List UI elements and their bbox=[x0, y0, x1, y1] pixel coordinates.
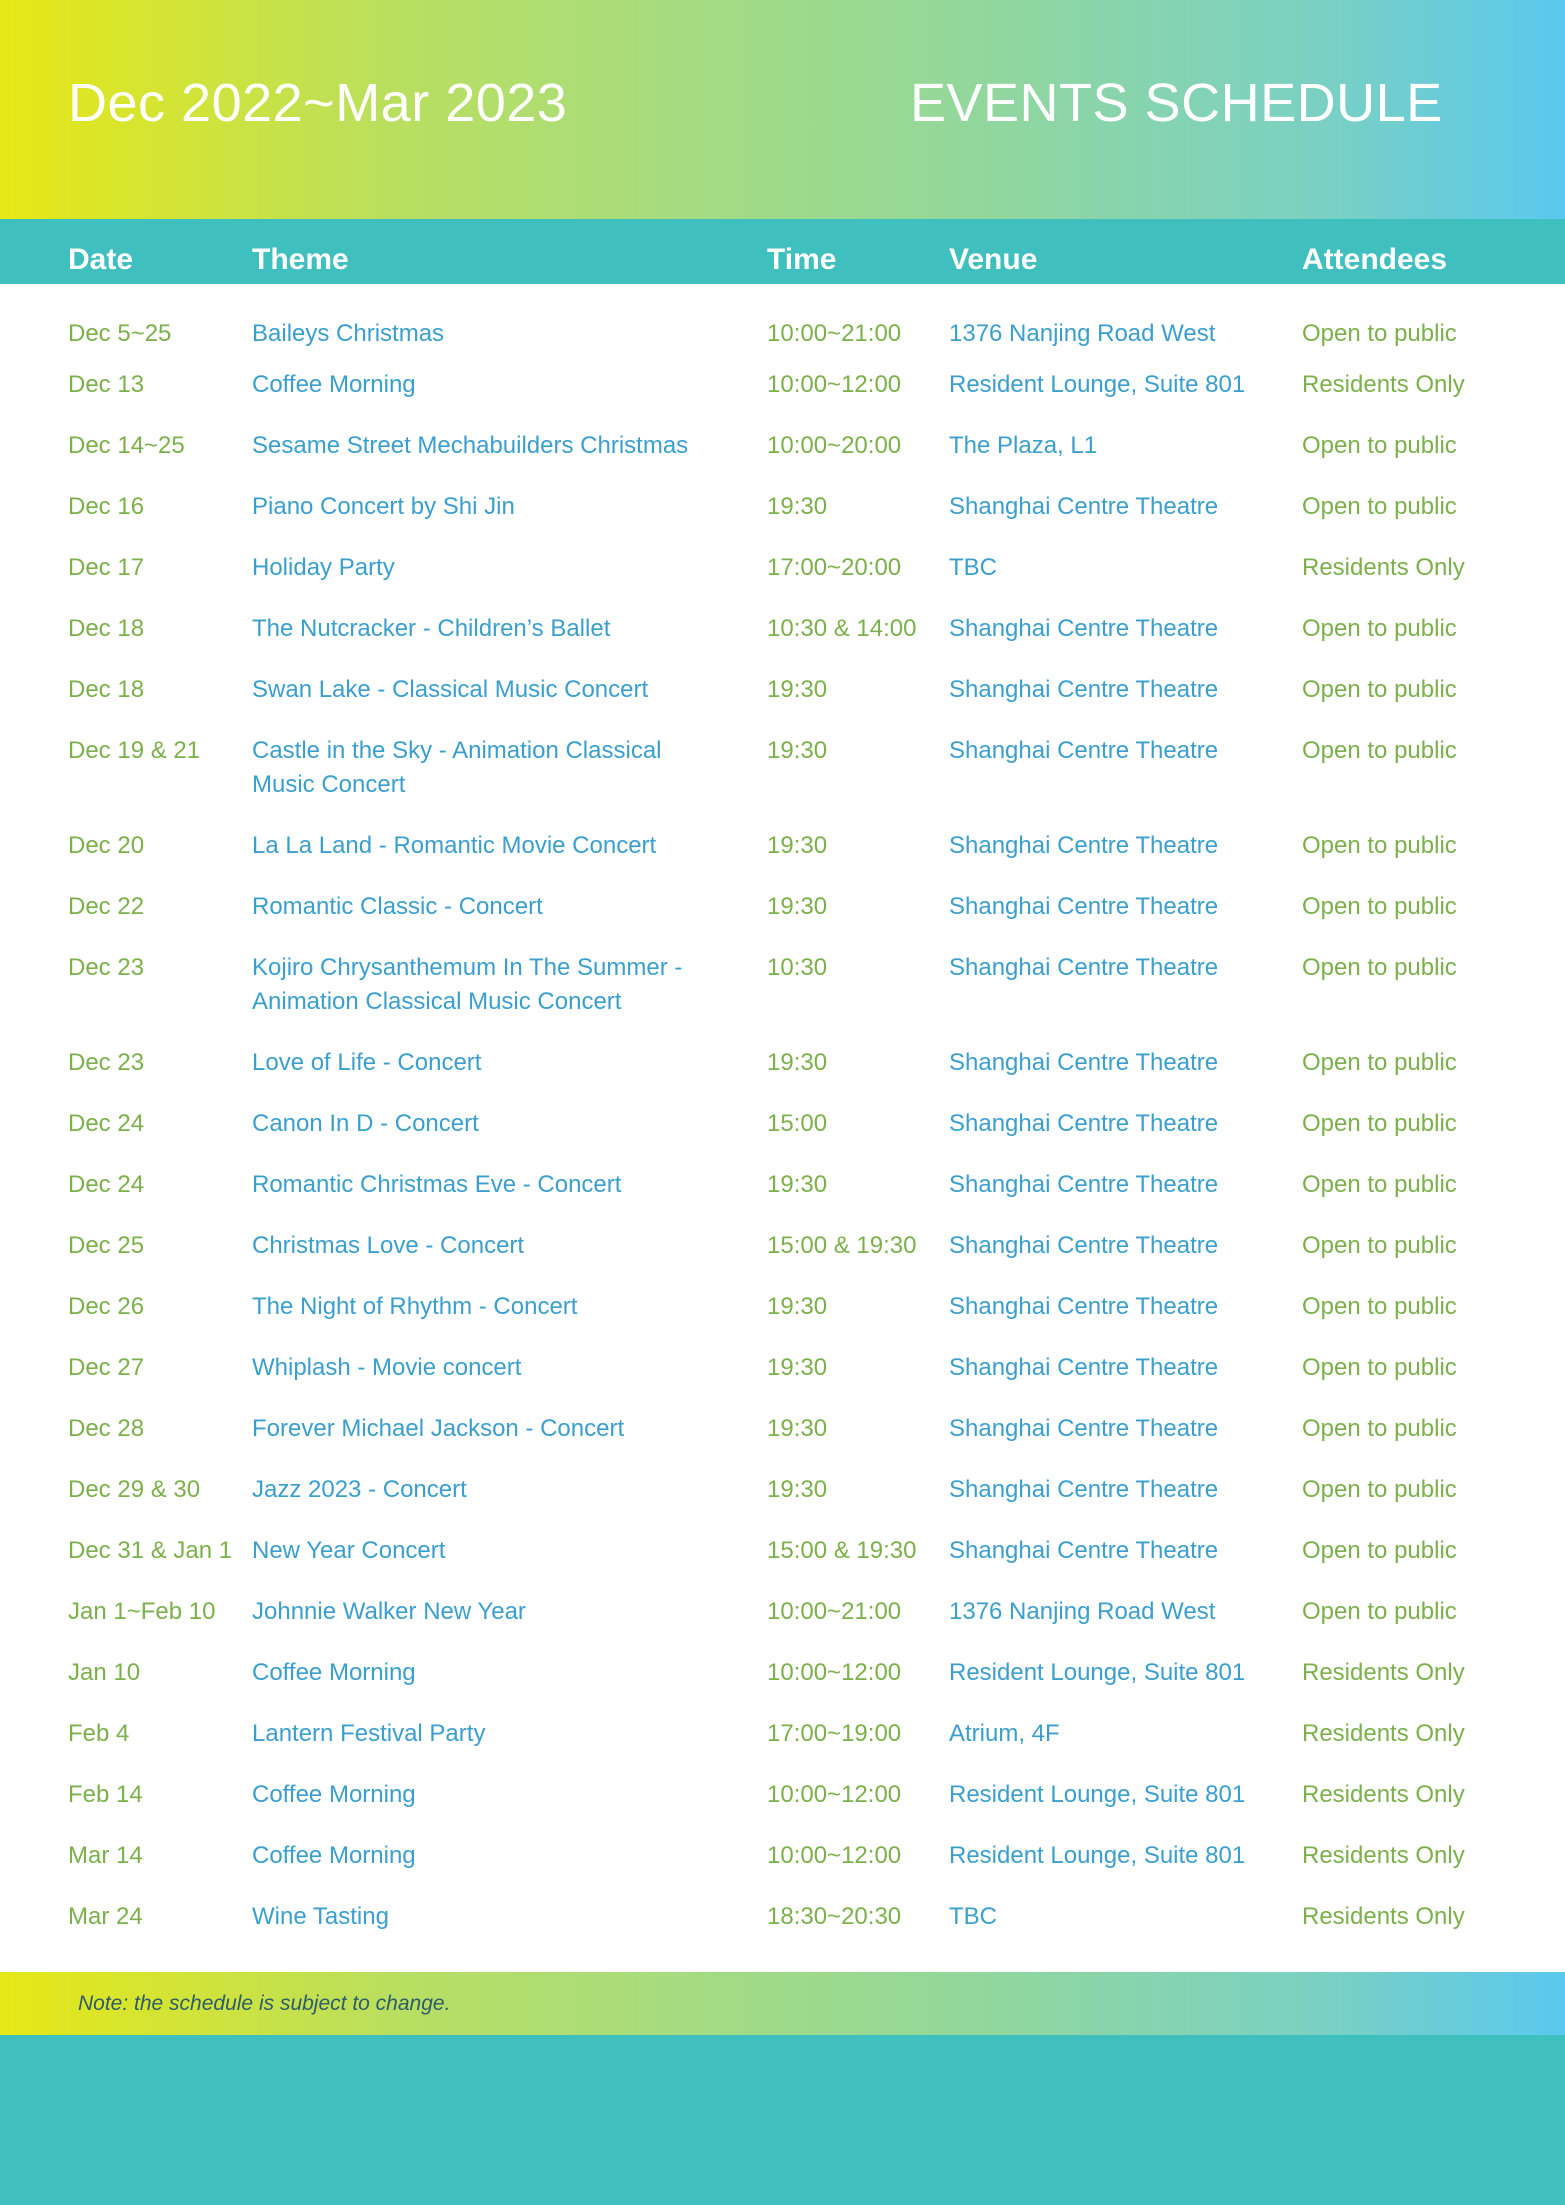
event-theme: Johnnie Walker New Year bbox=[252, 1598, 526, 1625]
event-venue: Shanghai Centre Theatre bbox=[949, 1110, 1219, 1137]
event-time: 19:30 bbox=[767, 493, 828, 520]
event-time: 19:30 bbox=[767, 676, 828, 703]
event-venue: Shanghai Centre Theatre bbox=[949, 493, 1219, 520]
event-time: 19:30 bbox=[767, 1415, 828, 1442]
event-attendees: Open to public bbox=[1302, 737, 1457, 764]
header-banner bbox=[0, 0, 1565, 219]
column-header-attendees: Attendees bbox=[1302, 243, 1448, 276]
event-date: Feb 4 bbox=[68, 1720, 130, 1747]
event-attendees: Open to public bbox=[1302, 1171, 1457, 1198]
event-theme: Coffee Morning bbox=[252, 371, 416, 398]
event-attendees: Open to public bbox=[1302, 1232, 1457, 1259]
event-theme: Love of Life - Concert bbox=[252, 1049, 482, 1076]
event-attendees: Residents Only bbox=[1302, 1781, 1465, 1808]
event-date: Dec 31 & Jan 1 bbox=[68, 1537, 233, 1564]
event-date: Dec 25 bbox=[68, 1232, 145, 1259]
event-time: 15:00 & 19:30 bbox=[767, 1537, 917, 1564]
event-attendees: Open to public bbox=[1302, 493, 1457, 520]
event-date: Dec 20 bbox=[68, 832, 145, 859]
event-theme: Wine Tasting bbox=[252, 1903, 389, 1930]
event-time: 19:30 bbox=[767, 832, 828, 859]
event-venue: Shanghai Centre Theatre bbox=[949, 1354, 1219, 1381]
date-range: Dec 2022~Mar 2023 bbox=[68, 73, 568, 133]
event-attendees: Open to public bbox=[1302, 1293, 1457, 1320]
event-venue: TBC bbox=[949, 554, 997, 581]
event-theme: Whiplash - Movie concert bbox=[252, 1354, 522, 1381]
event-attendees: Open to public bbox=[1302, 1415, 1457, 1442]
event-date: Dec 18 bbox=[68, 676, 145, 703]
event-theme: Kojiro Chrysanthemum In The Summer - Animation Classical Music Concert bbox=[252, 954, 683, 1015]
event-time: 17:00~20:00 bbox=[767, 554, 902, 581]
event-attendees: Open to public bbox=[1302, 432, 1457, 459]
event-time: 10:00~12:00 bbox=[767, 1781, 902, 1808]
event-venue: Shanghai Centre Theatre bbox=[949, 893, 1219, 920]
event-attendees: Residents Only bbox=[1302, 554, 1465, 581]
event-venue: 1376 Nanjing Road West bbox=[949, 1598, 1216, 1625]
event-venue: TBC bbox=[949, 1903, 997, 1930]
event-venue: Shanghai Centre Theatre bbox=[949, 1293, 1219, 1320]
event-time: 18:30~20:30 bbox=[767, 1903, 902, 1930]
event-venue: Shanghai Centre Theatre bbox=[949, 1049, 1219, 1076]
event-time: 10:00~20:00 bbox=[767, 432, 902, 459]
event-date: Dec 19 & 21 bbox=[68, 737, 201, 764]
event-attendees: Open to public bbox=[1302, 615, 1457, 642]
event-date: Dec 17 bbox=[68, 554, 145, 581]
event-time: 10:00~12:00 bbox=[767, 371, 902, 398]
event-theme: Forever Michael Jackson - Concert bbox=[252, 1415, 625, 1442]
event-date: Dec 18 bbox=[68, 615, 145, 642]
event-theme: Baileys Christmas bbox=[252, 320, 445, 347]
event-venue: Resident Lounge, Suite 801 bbox=[949, 1842, 1246, 1869]
schedule-note: Note: the schedule is subject to change. bbox=[78, 1992, 451, 2015]
event-date: Dec 28 bbox=[68, 1415, 145, 1442]
event-theme: Christmas Love - Concert bbox=[252, 1232, 525, 1259]
event-venue: Shanghai Centre Theatre bbox=[949, 1171, 1219, 1198]
event-attendees: Residents Only bbox=[1302, 371, 1465, 398]
event-attendees: Residents Only bbox=[1302, 1903, 1465, 1930]
event-date: Dec 24 bbox=[68, 1110, 145, 1137]
event-theme: Sesame Street Mechabuilders Christmas bbox=[252, 432, 689, 459]
event-venue: The Plaza, L1 bbox=[949, 432, 1098, 459]
event-date: Dec 29 & 30 bbox=[68, 1476, 201, 1503]
event-theme: Castle in the Sky - Animation Classical Music Concert bbox=[252, 737, 662, 798]
event-attendees: Open to public bbox=[1302, 1537, 1457, 1564]
event-date: Dec 27 bbox=[68, 1354, 145, 1381]
footer-band bbox=[0, 2035, 1565, 2205]
event-venue: Shanghai Centre Theatre bbox=[949, 676, 1219, 703]
event-theme: Holiday Party bbox=[252, 554, 395, 581]
event-theme: Swan Lake - Classical Music Concert bbox=[252, 676, 649, 703]
event-theme: Coffee Morning bbox=[252, 1781, 416, 1808]
event-theme: La La Land - Romantic Movie Concert bbox=[252, 832, 657, 859]
event-time: 17:00~19:00 bbox=[767, 1720, 902, 1747]
event-attendees: Open to public bbox=[1302, 1049, 1457, 1076]
event-date: Feb 14 bbox=[68, 1781, 143, 1808]
event-date: Dec 16 bbox=[68, 493, 145, 520]
event-venue: Resident Lounge, Suite 801 bbox=[949, 1781, 1246, 1808]
event-date: Dec 23 bbox=[68, 1049, 145, 1076]
column-header-theme: Theme bbox=[252, 243, 349, 276]
event-time: 10:00~12:00 bbox=[767, 1842, 902, 1869]
event-venue: Shanghai Centre Theatre bbox=[949, 832, 1219, 859]
event-attendees: Open to public bbox=[1302, 1598, 1457, 1625]
event-venue: Shanghai Centre Theatre bbox=[949, 737, 1219, 764]
note-bar bbox=[0, 1972, 1565, 2035]
event-attendees: Residents Only bbox=[1302, 1720, 1465, 1747]
event-date: Jan 10 bbox=[68, 1659, 141, 1686]
event-date: Dec 5~25 bbox=[68, 320, 172, 347]
event-attendees: Open to public bbox=[1302, 1110, 1457, 1137]
event-date: Dec 14~25 bbox=[68, 432, 185, 459]
event-time: 10:30 & 14:00 bbox=[767, 615, 917, 642]
event-time: 19:30 bbox=[767, 1293, 828, 1320]
event-time: 19:30 bbox=[767, 1171, 828, 1198]
page-title: EVENTS SCHEDULE bbox=[910, 73, 1443, 133]
event-theme: Piano Concert by Shi Jin bbox=[252, 493, 515, 520]
event-venue: Resident Lounge, Suite 801 bbox=[949, 1659, 1246, 1686]
event-theme: Coffee Morning bbox=[252, 1842, 416, 1869]
event-venue: Shanghai Centre Theatre bbox=[949, 615, 1219, 642]
event-time: 15:00 bbox=[767, 1110, 828, 1137]
event-attendees: Open to public bbox=[1302, 1354, 1457, 1381]
event-attendees: Open to public bbox=[1302, 954, 1457, 981]
event-time: 19:30 bbox=[767, 1476, 828, 1503]
event-date: Dec 24 bbox=[68, 1171, 145, 1198]
event-date: Dec 22 bbox=[68, 893, 145, 920]
event-theme: Canon In D - Concert bbox=[252, 1110, 479, 1137]
event-theme: The Night of Rhythm - Concert bbox=[252, 1293, 578, 1320]
event-attendees: Open to public bbox=[1302, 1476, 1457, 1503]
event-venue: Shanghai Centre Theatre bbox=[949, 1476, 1219, 1503]
event-time: 10:30 bbox=[767, 954, 828, 981]
event-date: Dec 26 bbox=[68, 1293, 145, 1320]
event-venue: Atrium, 4F bbox=[949, 1720, 1060, 1747]
event-time: 19:30 bbox=[767, 1049, 828, 1076]
event-date: Mar 24 bbox=[68, 1903, 143, 1930]
table-header bbox=[0, 219, 1565, 284]
event-theme: The Nutcracker - Children’s Ballet bbox=[252, 615, 611, 642]
column-header-date: Date bbox=[68, 243, 134, 276]
event-theme: Romantic Christmas Eve - Concert bbox=[252, 1171, 622, 1198]
event-venue: Shanghai Centre Theatre bbox=[949, 954, 1219, 981]
event-date: Dec 13 bbox=[68, 371, 145, 398]
event-time: 10:00~21:00 bbox=[767, 1598, 902, 1625]
event-venue: 1376 Nanjing Road West bbox=[949, 320, 1216, 347]
event-theme: Coffee Morning bbox=[252, 1659, 416, 1686]
event-attendees: Open to public bbox=[1302, 893, 1457, 920]
column-header-time: Time bbox=[767, 243, 837, 276]
event-attendees: Residents Only bbox=[1302, 1842, 1465, 1869]
event-date: Dec 23 bbox=[68, 954, 145, 981]
event-time: 15:00 & 19:30 bbox=[767, 1232, 917, 1259]
event-time: 19:30 bbox=[767, 737, 828, 764]
event-date: Mar 14 bbox=[68, 1842, 143, 1869]
event-theme: New Year Concert bbox=[252, 1537, 446, 1564]
event-attendees: Open to public bbox=[1302, 832, 1457, 859]
event-attendees: Open to public bbox=[1302, 320, 1457, 347]
event-theme: Lantern Festival Party bbox=[252, 1720, 486, 1747]
event-date: Jan 1~Feb 10 bbox=[68, 1598, 216, 1625]
event-venue: Resident Lounge, Suite 801 bbox=[949, 371, 1246, 398]
event-time: 10:00~12:00 bbox=[767, 1659, 902, 1686]
event-time: 19:30 bbox=[767, 1354, 828, 1381]
event-time: 19:30 bbox=[767, 893, 828, 920]
event-venue: Shanghai Centre Theatre bbox=[949, 1537, 1219, 1564]
event-theme: Romantic Classic - Concert bbox=[252, 893, 543, 920]
event-attendees: Open to public bbox=[1302, 676, 1457, 703]
column-header-venue: Venue bbox=[949, 243, 1038, 276]
event-venue: Shanghai Centre Theatre bbox=[949, 1232, 1219, 1259]
event-time: 10:00~21:00 bbox=[767, 320, 902, 347]
event-attendees: Residents Only bbox=[1302, 1659, 1465, 1686]
event-venue: Shanghai Centre Theatre bbox=[949, 1415, 1219, 1442]
event-theme: Jazz 2023 - Concert bbox=[252, 1476, 467, 1503]
